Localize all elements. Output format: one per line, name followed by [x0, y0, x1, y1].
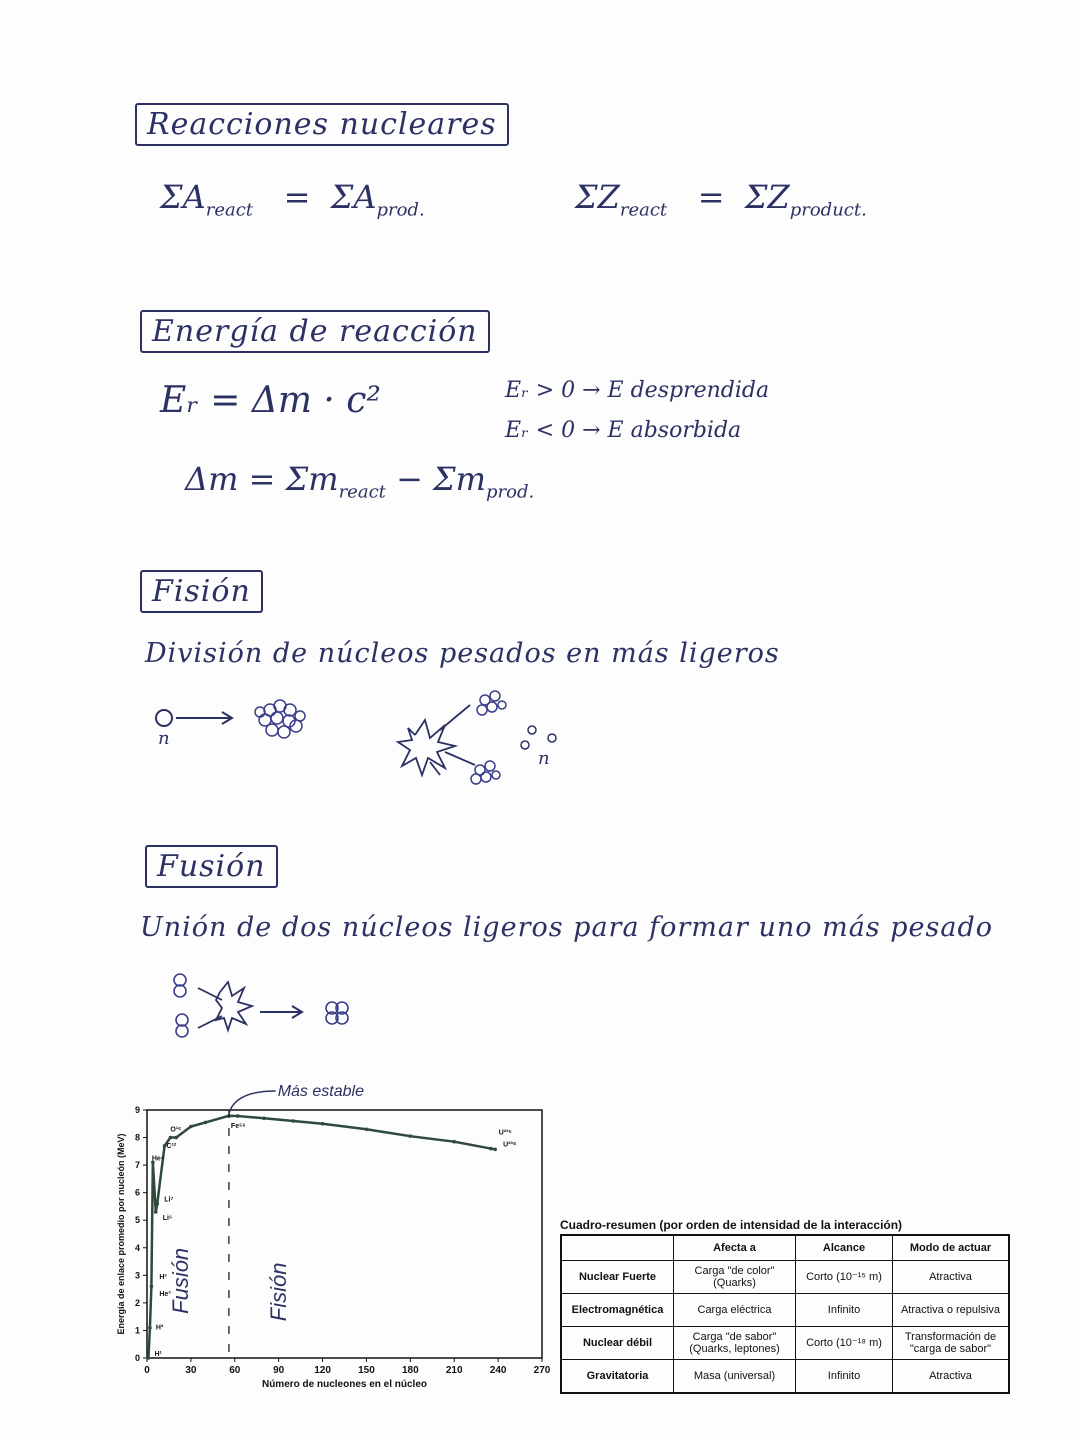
equation-mass-number — [160, 178, 425, 220]
summary-table — [560, 1234, 1010, 1394]
table-cell: Atractiva — [893, 1360, 1010, 1394]
y-tick-label: 3 — [134, 1270, 140, 1281]
data-point — [204, 1121, 208, 1125]
y-tick-label: 5 — [134, 1215, 140, 1226]
table-cell: Electromagnética — [561, 1294, 674, 1327]
table-cell: Atractiva o repulsiva — [893, 1294, 1010, 1327]
section-title-fusion: Fusión — [145, 845, 278, 888]
x-tick-label: 90 — [273, 1365, 285, 1376]
equation-reaction-energy: Eᵣ = Δm · c² — [160, 380, 381, 421]
eq1-rhs-sub: prod. — [376, 199, 425, 221]
region-label-fision: Fisión — [265, 1262, 291, 1322]
fusion-sketch — [160, 960, 380, 1050]
section-title-fision: Fisión — [140, 570, 263, 613]
point-label: He³ — [159, 1291, 171, 1299]
x-tick-label: 180 — [401, 1365, 419, 1376]
chart-svg — [112, 1085, 562, 1405]
table-cell: Nuclear débil — [561, 1327, 674, 1360]
x-axis-label: Número de nucleones en el núcleo — [261, 1379, 428, 1390]
point-label: U²³⁵ — [498, 1129, 512, 1137]
collision-star-drawing — [198, 982, 252, 1030]
data-point — [174, 1136, 178, 1140]
y-tick-label: 6 — [134, 1187, 140, 1198]
fusion-description: Unión de dos núcleos ligeros para formar uno más pesado — [140, 912, 993, 943]
y-tick-label: 0 — [134, 1353, 140, 1363]
x-tick-label: 210 — [445, 1365, 463, 1376]
light-nucleus-bottom-drawing — [176, 1014, 188, 1037]
table-cell: Atractiva — [893, 1261, 1010, 1294]
y-tick-label: 8 — [134, 1132, 140, 1143]
x-tick-label: 0 — [144, 1365, 150, 1376]
table-cell: Carga "de color" (Quarks) — [674, 1261, 796, 1294]
header-cell — [561, 1235, 674, 1261]
header-cell: Afecta a — [674, 1235, 796, 1261]
data-point — [291, 1119, 295, 1123]
x-tick-label: 120 — [314, 1365, 331, 1376]
point-label: O¹⁶ — [170, 1126, 182, 1134]
point-label: H² — [155, 1324, 164, 1332]
emitted-neutron-label: n — [538, 748, 550, 769]
y-tick-label: 9 — [134, 1105, 140, 1115]
most-stable-annotation: Más estable — [277, 1085, 364, 1100]
point-label: C¹² — [166, 1142, 177, 1150]
data-point — [262, 1116, 266, 1120]
table-cell: Masa (universal) — [674, 1360, 796, 1394]
y-axis-label: Energía de enlace promedio por nucleón (MeV) — [116, 1133, 126, 1335]
region-label-fusion: Fusión — [167, 1247, 193, 1314]
eq2-lhs-sub: react — [619, 199, 668, 221]
emitted-neutrons-drawing — [521, 726, 556, 749]
section-title-energia: Energía de reacción — [140, 310, 490, 353]
table-row — [561, 1327, 1009, 1360]
table-row — [561, 1360, 1009, 1394]
x-tick-label: 240 — [489, 1365, 507, 1376]
delta-mid: − Σm — [385, 460, 487, 498]
x-tick-label: 150 — [358, 1365, 375, 1376]
data-point — [365, 1127, 369, 1131]
data-point — [409, 1134, 413, 1138]
light-nucleus-top-drawing — [174, 974, 186, 997]
eq1-equals: = — [283, 178, 311, 216]
eq1-lhs-sub: react — [205, 199, 254, 221]
data-point — [150, 1285, 154, 1289]
fission-sketch — [140, 680, 590, 800]
eq1-rhs: ΣA — [330, 178, 377, 216]
eq2-rhs: ΣZ — [744, 178, 790, 216]
data-point — [148, 1326, 152, 1330]
data-point — [321, 1122, 325, 1126]
binding-energy-chart — [112, 1085, 562, 1405]
data-point — [155, 1202, 159, 1206]
point-label: H³ — [159, 1273, 167, 1281]
neutron-label: n — [158, 728, 170, 749]
fragment-bottom-drawing — [471, 761, 500, 784]
y-tick-label: 4 — [134, 1242, 140, 1253]
data-point — [169, 1136, 173, 1140]
point-label: Fe⁵⁶ — [230, 1122, 246, 1130]
delta-sub1: react — [338, 481, 386, 503]
table-cell: Transformación de "carga de sabor" — [893, 1327, 1010, 1360]
table-header-row — [561, 1235, 1009, 1261]
table-cell: Corto (10⁻¹⁸ m) — [796, 1327, 893, 1360]
header-cell: Modo de actuar — [893, 1235, 1010, 1261]
neutron-circle — [156, 710, 172, 726]
data-point — [147, 1356, 151, 1360]
fragment-top-drawing — [477, 691, 506, 715]
point-label: H¹ — [154, 1351, 162, 1358]
condition-energy-absorbed: Eᵣ < 0 → E absorbida — [505, 418, 742, 443]
data-point — [236, 1114, 240, 1118]
eq1-lhs: ΣA — [160, 178, 206, 216]
table-row — [561, 1294, 1009, 1327]
table-row — [561, 1261, 1009, 1294]
binding-energy-curve — [148, 1116, 495, 1358]
heavy-nucleus-drawing — [255, 700, 305, 738]
chart-marks — [147, 1085, 517, 1360]
data-point — [452, 1140, 456, 1144]
equation-mass-defect — [185, 460, 534, 502]
delta-sub2: prod. — [486, 481, 535, 503]
data-point — [154, 1210, 158, 1214]
table-cell: Carga "de sabor" (Quarks, leptones) — [674, 1327, 796, 1360]
y-tick-label: 2 — [134, 1297, 140, 1308]
x-tick-label: 60 — [229, 1365, 241, 1376]
point-label: U²³⁸ — [503, 1141, 517, 1149]
fision-description: División de núcleos pesados en más ligeros — [145, 638, 780, 669]
table-cell: Corto (10⁻¹⁵ m) — [796, 1261, 893, 1294]
header-cell: Alcance — [796, 1235, 893, 1261]
data-point — [489, 1147, 493, 1151]
data-point — [493, 1148, 497, 1152]
split-star-drawing — [398, 705, 475, 775]
heavier-nucleus-drawing — [326, 1002, 348, 1024]
table-cell: Infinito — [796, 1360, 893, 1394]
x-tick-label: 270 — [533, 1365, 551, 1376]
eq2-equals: = — [697, 178, 725, 216]
equation-atomic-number — [575, 178, 867, 220]
section-title-reacciones: Reacciones nucleares — [135, 103, 509, 146]
y-tick-label: 1 — [134, 1325, 140, 1336]
eq2-rhs-sub: product. — [789, 199, 867, 221]
x-tick-label: 30 — [185, 1365, 197, 1376]
delta-lhs: Δm = Σm — [185, 460, 339, 498]
table-cell: Carga eléctrica — [674, 1294, 796, 1327]
data-point — [189, 1125, 193, 1129]
table-cell: Gravitatoria — [561, 1360, 674, 1394]
point-label: He⁴ — [151, 1155, 165, 1163]
point-label: Li⁷ — [164, 1196, 174, 1204]
y-tick-label: 7 — [134, 1160, 140, 1171]
condition-energy-released: Eᵣ > 0 → E desprendida — [505, 378, 770, 403]
summary-table-block — [560, 1218, 1015, 1394]
table-cell: Infinito — [796, 1294, 893, 1327]
summary-caption: Cuadro-resumen (por orden de intensidad de la interacción) — [560, 1218, 903, 1232]
eq2-lhs: ΣZ — [575, 178, 620, 216]
table-cell: Nuclear Fuerte — [561, 1261, 674, 1294]
point-label: Li⁶ — [162, 1214, 173, 1222]
